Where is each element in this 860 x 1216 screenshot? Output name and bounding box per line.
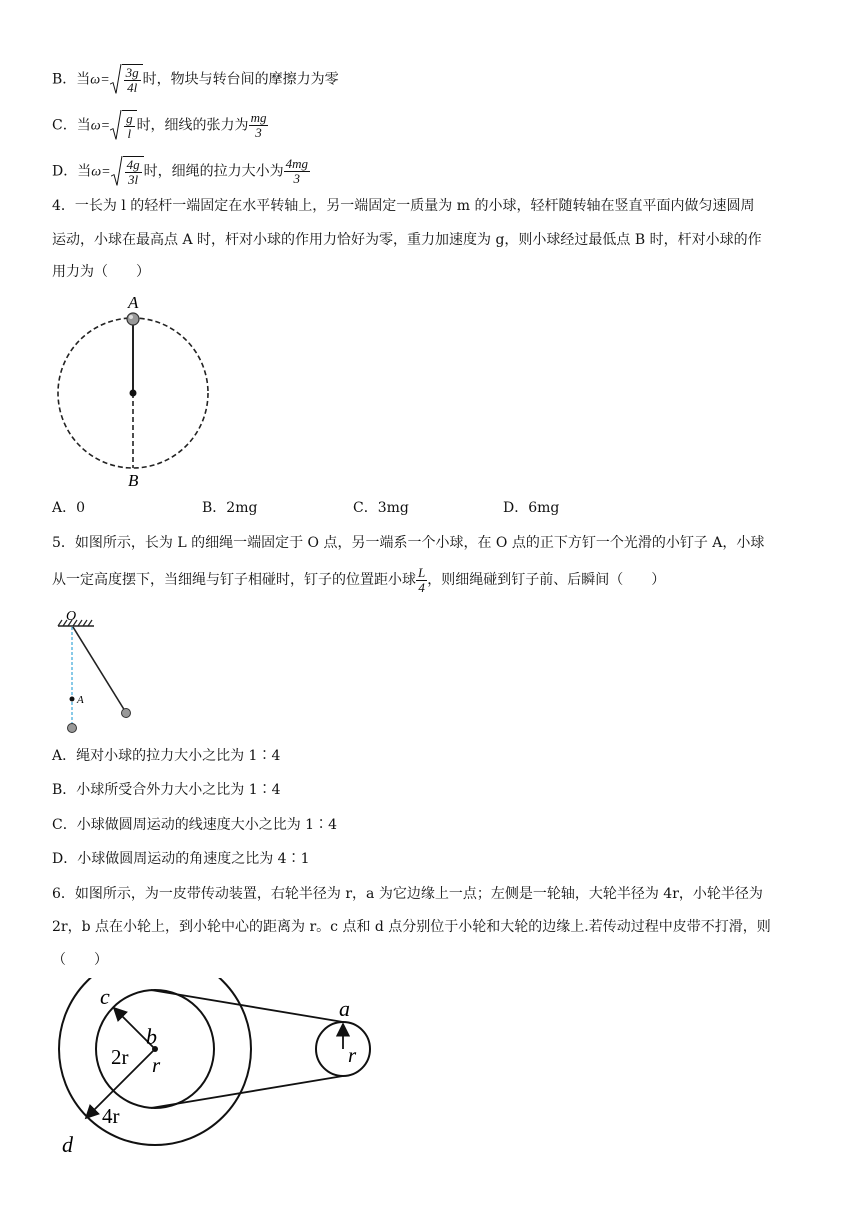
q6-line-2: 2r，b 点在小轮上，到小轮中心的距离为 r。c 点和 d 点分别位于小轮和大轮的边缘上.若传动过程中皮带不打滑，则 <box>52 919 771 935</box>
pivot-dot <box>130 390 137 397</box>
label-o: O <box>66 609 77 624</box>
label-c: c <box>100 984 110 1009</box>
q5-pendulum-figure <box>50 606 150 736</box>
fraction-l-over-4: $\frac{L}{4}$ <box>418 564 426 595</box>
label-a: a <box>339 996 350 1021</box>
sqrt-expression: $\frac{4g}{3l}$ <box>111 156 144 187</box>
nail-a <box>70 697 75 702</box>
label-r-right: r <box>348 1043 357 1067</box>
ball-bottom <box>68 724 77 733</box>
ball <box>127 313 139 325</box>
q6-line-3: （ ） <box>52 952 108 968</box>
q3-option-b: B．当ω= $\frac{3g}{4l}$ 时，物块与转台间的摩擦力为零 <box>52 65 339 95</box>
q5-line-2: 从一定高度摆下，当细绳与钉子相碰时，钉子的位置距小球 $\frac{L}{4}$ ，则细绳碰到钉子前、后瞬间（ ） <box>52 564 666 595</box>
q6-line-1: 6．如图所示，为一皮带传动装置，右轮半径为 r，a 为它边缘上一点；左侧是一轮轴，大轮半径为 4r，小轮半径为 <box>52 886 763 902</box>
q5-option-c: C．小球做圆周运动的线速度大小之比为 1∶4 <box>52 817 337 833</box>
label-2r: 2r <box>111 1045 129 1069</box>
q4-option-d: D．6mg <box>503 500 560 516</box>
fraction: $\frac{4mg}{3}$ <box>285 156 308 186</box>
q5-line-1: 5．如图所示，长为 L 的细绳一端固定于 O 点，另一端系一个小球，在 O 点的正下方钉一个光滑的小钉子 A，小球 <box>52 535 765 551</box>
label-b: B <box>128 471 139 490</box>
q4-option-b: B．2mg <box>202 500 258 516</box>
q4-option-c: C．3mg <box>353 500 409 516</box>
q3-option-c: C．当ω= $\frac{g}{l}$ 时，细线的张力为 $\frac{mg}{3}$ <box>52 110 267 141</box>
ball <box>122 709 131 718</box>
q4-line-2: 运动，小球在最高点 A 时，杆对小球的作用力恰好为零，重力加速度为 g，则小球经过最低点 B 时，杆对小球的作 <box>52 232 762 248</box>
belt-bottom <box>151 1076 343 1108</box>
label-d: d <box>62 1132 73 1157</box>
label-b: b <box>146 1024 157 1049</box>
label-a: A <box>128 293 139 312</box>
q3-option-d: D．当ω= $\frac{4g}{3l}$ 时，细绳的拉力大小为 $\frac{4mg}{3}$ <box>52 156 308 187</box>
fraction: $\frac{mg}{3}$ <box>250 110 267 140</box>
label-r-center: r <box>152 1053 161 1077</box>
q6-belt-figure <box>48 978 378 1158</box>
q5-option-b: B．小球所受合外力大小之比为 1∶4 <box>52 782 281 798</box>
label-4r: 4r <box>102 1104 120 1128</box>
q5-option-d: D．小球做圆周运动的角速度之比为 4∶1 <box>52 851 310 867</box>
q4-circle-figure <box>50 290 220 490</box>
q4-option-a: A．0 <box>52 500 86 516</box>
label-a: A <box>77 694 84 706</box>
q4-line-3: 用力为（ ） <box>52 264 150 280</box>
sqrt-expression: $\frac{g}{l}$ <box>110 110 137 141</box>
sqrt-expression: $\frac{3g}{4l}$ <box>110 64 143 95</box>
q5-option-a: A．绳对小球的拉力大小之比为 1∶4 <box>52 748 281 764</box>
belt-top <box>151 990 343 1022</box>
q4-line-1: 4．一长为 l 的轻杆一端固定在水平转轴上，另一端固定一质量为 m 的小球，轻杆随转轴在竖直平面内做匀速圆周 <box>52 198 755 214</box>
